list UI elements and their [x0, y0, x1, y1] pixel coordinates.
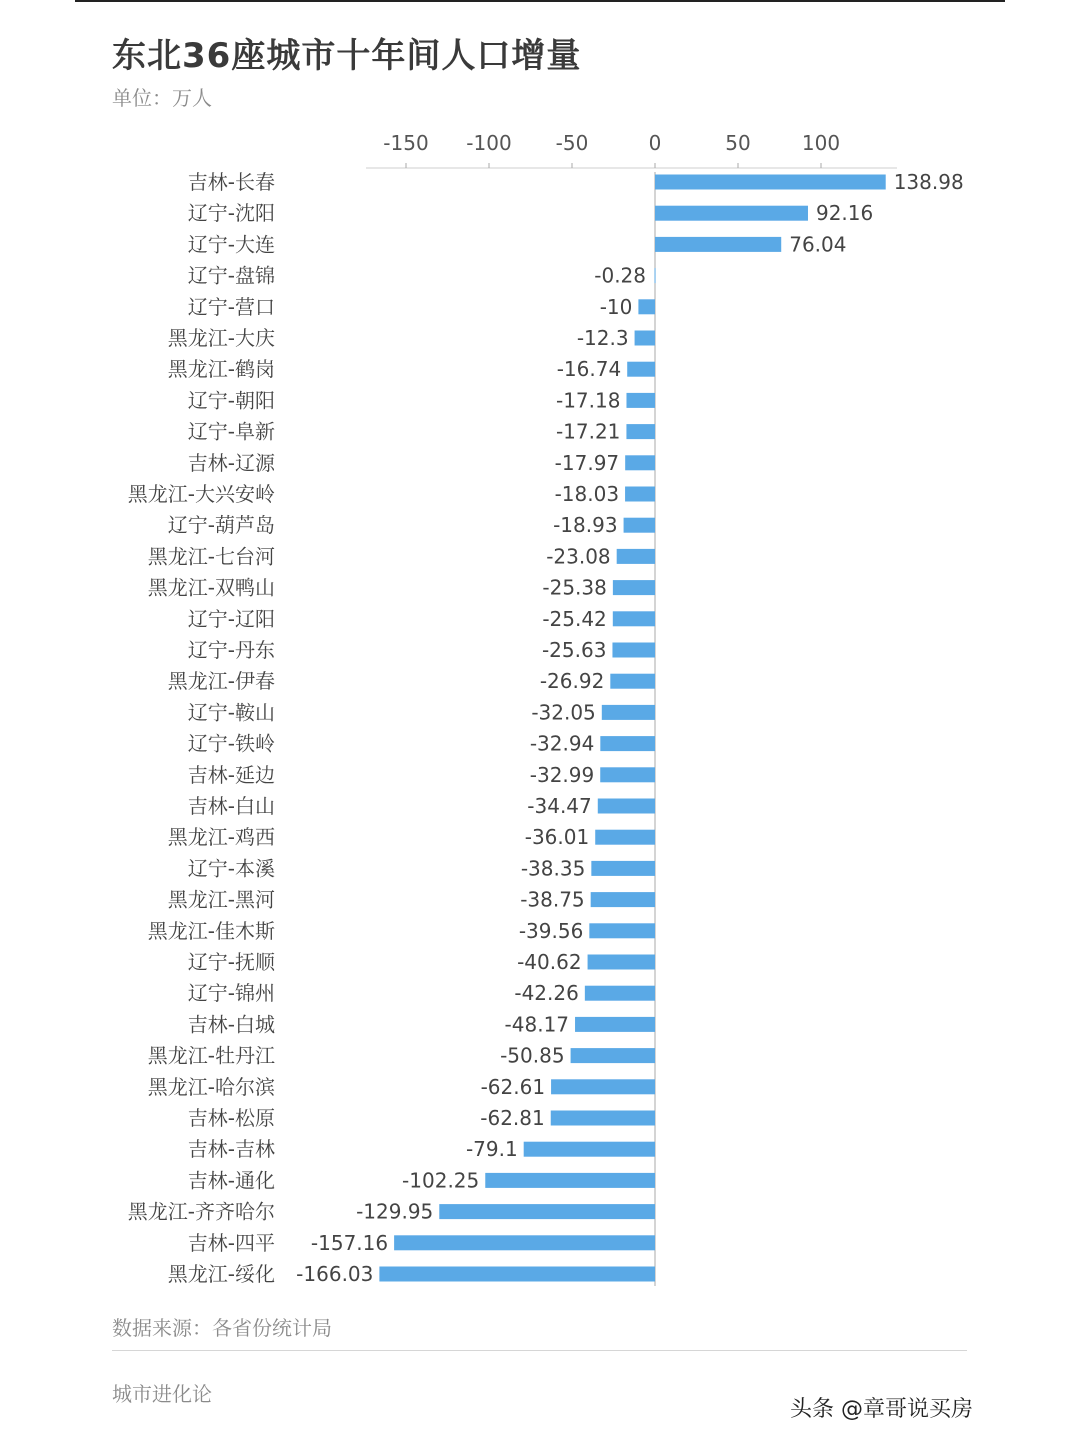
value-label: -40.62 [517, 950, 582, 974]
bar [613, 611, 655, 626]
bar [635, 331, 655, 346]
bar [591, 892, 655, 907]
value-label: -17.97 [554, 450, 620, 475]
bar [595, 830, 655, 845]
category-label: 黑龙江-黑河 [167, 887, 275, 912]
value-label: -32.05 [531, 700, 596, 725]
chart-title: 东北36座城市十年间人口增量 [112, 36, 582, 76]
bar [575, 1017, 655, 1032]
value-label: -62.61 [480, 1074, 546, 1099]
category-label: 黑龙江-双鸭山 [147, 575, 275, 600]
category-label: 辽宁-丹东 [187, 638, 275, 662]
x-tick-label: -50 [555, 131, 589, 155]
value-label: -32.94 [529, 731, 595, 756]
value-label: -18.03 [554, 482, 620, 506]
bottom-rule [112, 1350, 967, 1351]
category-label: 黑龙江-齐齐哈尔 [127, 1199, 275, 1224]
watermark: 头条 @章哥说买房 [790, 1397, 973, 1422]
bar [655, 206, 808, 221]
bar [625, 455, 655, 470]
category-label: 黑龙江-绥化 [167, 1262, 275, 1286]
category-label: 辽宁-抚顺 [187, 950, 275, 974]
value-label: -62.81 [480, 1106, 545, 1130]
category-label: 吉林-延边 [187, 762, 275, 787]
bar [610, 674, 655, 689]
value-label: -25.38 [542, 575, 607, 600]
value-label: 76.04 [789, 232, 847, 257]
bar [598, 799, 655, 814]
category-label: 吉林-辽源 [187, 450, 275, 475]
value-label: -129.95 [356, 1199, 434, 1224]
value-label: -12.3 [576, 326, 629, 350]
bar-chart [0, 120, 1080, 1300]
bar [379, 1267, 655, 1282]
category-label: 辽宁-营口 [187, 294, 275, 319]
category-label: 吉林-长春 [187, 170, 275, 194]
category-label: 辽宁-铁岭 [187, 731, 275, 756]
bar [624, 518, 655, 533]
bar [585, 986, 655, 1001]
category-label: 辽宁-辽阳 [187, 606, 275, 631]
bar [394, 1235, 655, 1250]
value-label: -16.74 [556, 357, 622, 382]
category-label: 黑龙江-哈尔滨 [147, 1074, 275, 1099]
value-label: -23.08 [546, 544, 611, 569]
bar [551, 1111, 655, 1126]
value-label: -17.18 [555, 388, 621, 413]
bar [485, 1173, 655, 1188]
bar [613, 580, 655, 595]
bar [625, 487, 655, 502]
category-label: 黑龙江-伊春 [167, 669, 275, 694]
x-tick-label: -150 [383, 131, 429, 155]
category-label: 辽宁-沈阳 [187, 201, 275, 226]
category-label: 黑龙江-七台河 [147, 544, 275, 569]
x-tick-label: 50 [725, 131, 751, 155]
category-label: 吉林-白城 [187, 1012, 275, 1037]
value-label: -42.26 [514, 981, 579, 1006]
value-label: -32.99 [529, 762, 595, 787]
value-label: -25.63 [541, 638, 607, 662]
category-label: 黑龙江-佳木斯 [147, 918, 275, 943]
category-label: 辽宁-葫芦岛 [167, 513, 275, 538]
category-label: 辽宁-阜新 [187, 419, 275, 444]
data-source: 数据来源：各省份统计局 [112, 1316, 332, 1340]
bar [551, 1079, 655, 1094]
value-label: -79.1 [465, 1137, 518, 1162]
bar [588, 955, 655, 970]
value-label: -34.47 [527, 794, 592, 818]
category-label: 辽宁-盘锦 [187, 263, 275, 288]
top-rule [75, 0, 1005, 2]
bar [571, 1048, 655, 1063]
bar [439, 1204, 655, 1219]
category-label: 黑龙江-大庆 [167, 326, 275, 350]
value-label: -166.03 [296, 1262, 374, 1286]
value-label: -38.75 [520, 887, 585, 912]
bar [600, 736, 655, 751]
bar [600, 767, 655, 782]
category-label: 吉林-通化 [187, 1168, 275, 1193]
category-label: 黑龙江-牡丹江 [147, 1043, 275, 1068]
value-label: -17.21 [555, 419, 621, 444]
bar [612, 643, 655, 658]
category-label: 辽宁-本溪 [187, 856, 275, 881]
bar [591, 861, 655, 876]
bar [627, 362, 655, 377]
bar [589, 923, 655, 938]
category-label: 吉林-四平 [187, 1230, 275, 1255]
x-tick-label: 100 [801, 131, 841, 155]
category-label: 吉林-白山 [187, 794, 275, 818]
bar [626, 393, 655, 408]
value-label: -48.17 [504, 1012, 570, 1037]
bar [602, 705, 655, 720]
category-label: 吉林-吉林 [187, 1137, 275, 1162]
brand-label: 城市进化论 [112, 1382, 212, 1406]
value-label: -26.92 [539, 669, 605, 694]
category-label: 辽宁-鞍山 [187, 700, 275, 725]
bar [638, 299, 655, 314]
bar [655, 237, 781, 252]
bar [524, 1142, 655, 1157]
value-label: 92.16 [815, 201, 874, 226]
value-label: -10 [599, 294, 633, 319]
value-label: 138.98 [893, 170, 964, 194]
category-label: 辽宁-大连 [187, 232, 275, 257]
value-label: -39.56 [518, 918, 584, 943]
value-label: -102.25 [402, 1168, 480, 1193]
bar [655, 175, 886, 190]
bar [626, 424, 655, 439]
x-tick-label: -100 [466, 131, 512, 155]
bar [655, 268, 656, 283]
value-label: -36.01 [524, 825, 590, 850]
value-label: -0.28 [594, 263, 646, 288]
bar [617, 549, 655, 564]
value-label: -25.42 [542, 606, 607, 631]
unit-label: 单位：万人 [112, 86, 212, 110]
value-label: -38.35 [520, 856, 586, 881]
category-label: 辽宁-朝阳 [187, 388, 275, 413]
category-label: 辽宁-锦州 [187, 981, 275, 1006]
x-tick-label: 0 [648, 131, 662, 155]
value-label: -157.16 [310, 1230, 389, 1255]
category-label: 黑龙江-鸡西 [167, 825, 275, 850]
category-label: 黑龙江-大兴安岭 [127, 482, 275, 506]
value-label: -18.93 [553, 513, 618, 538]
category-label: 黑龙江-鹤岗 [167, 357, 275, 382]
value-label: -50.85 [500, 1043, 565, 1068]
category-label: 吉林-松原 [187, 1106, 275, 1130]
